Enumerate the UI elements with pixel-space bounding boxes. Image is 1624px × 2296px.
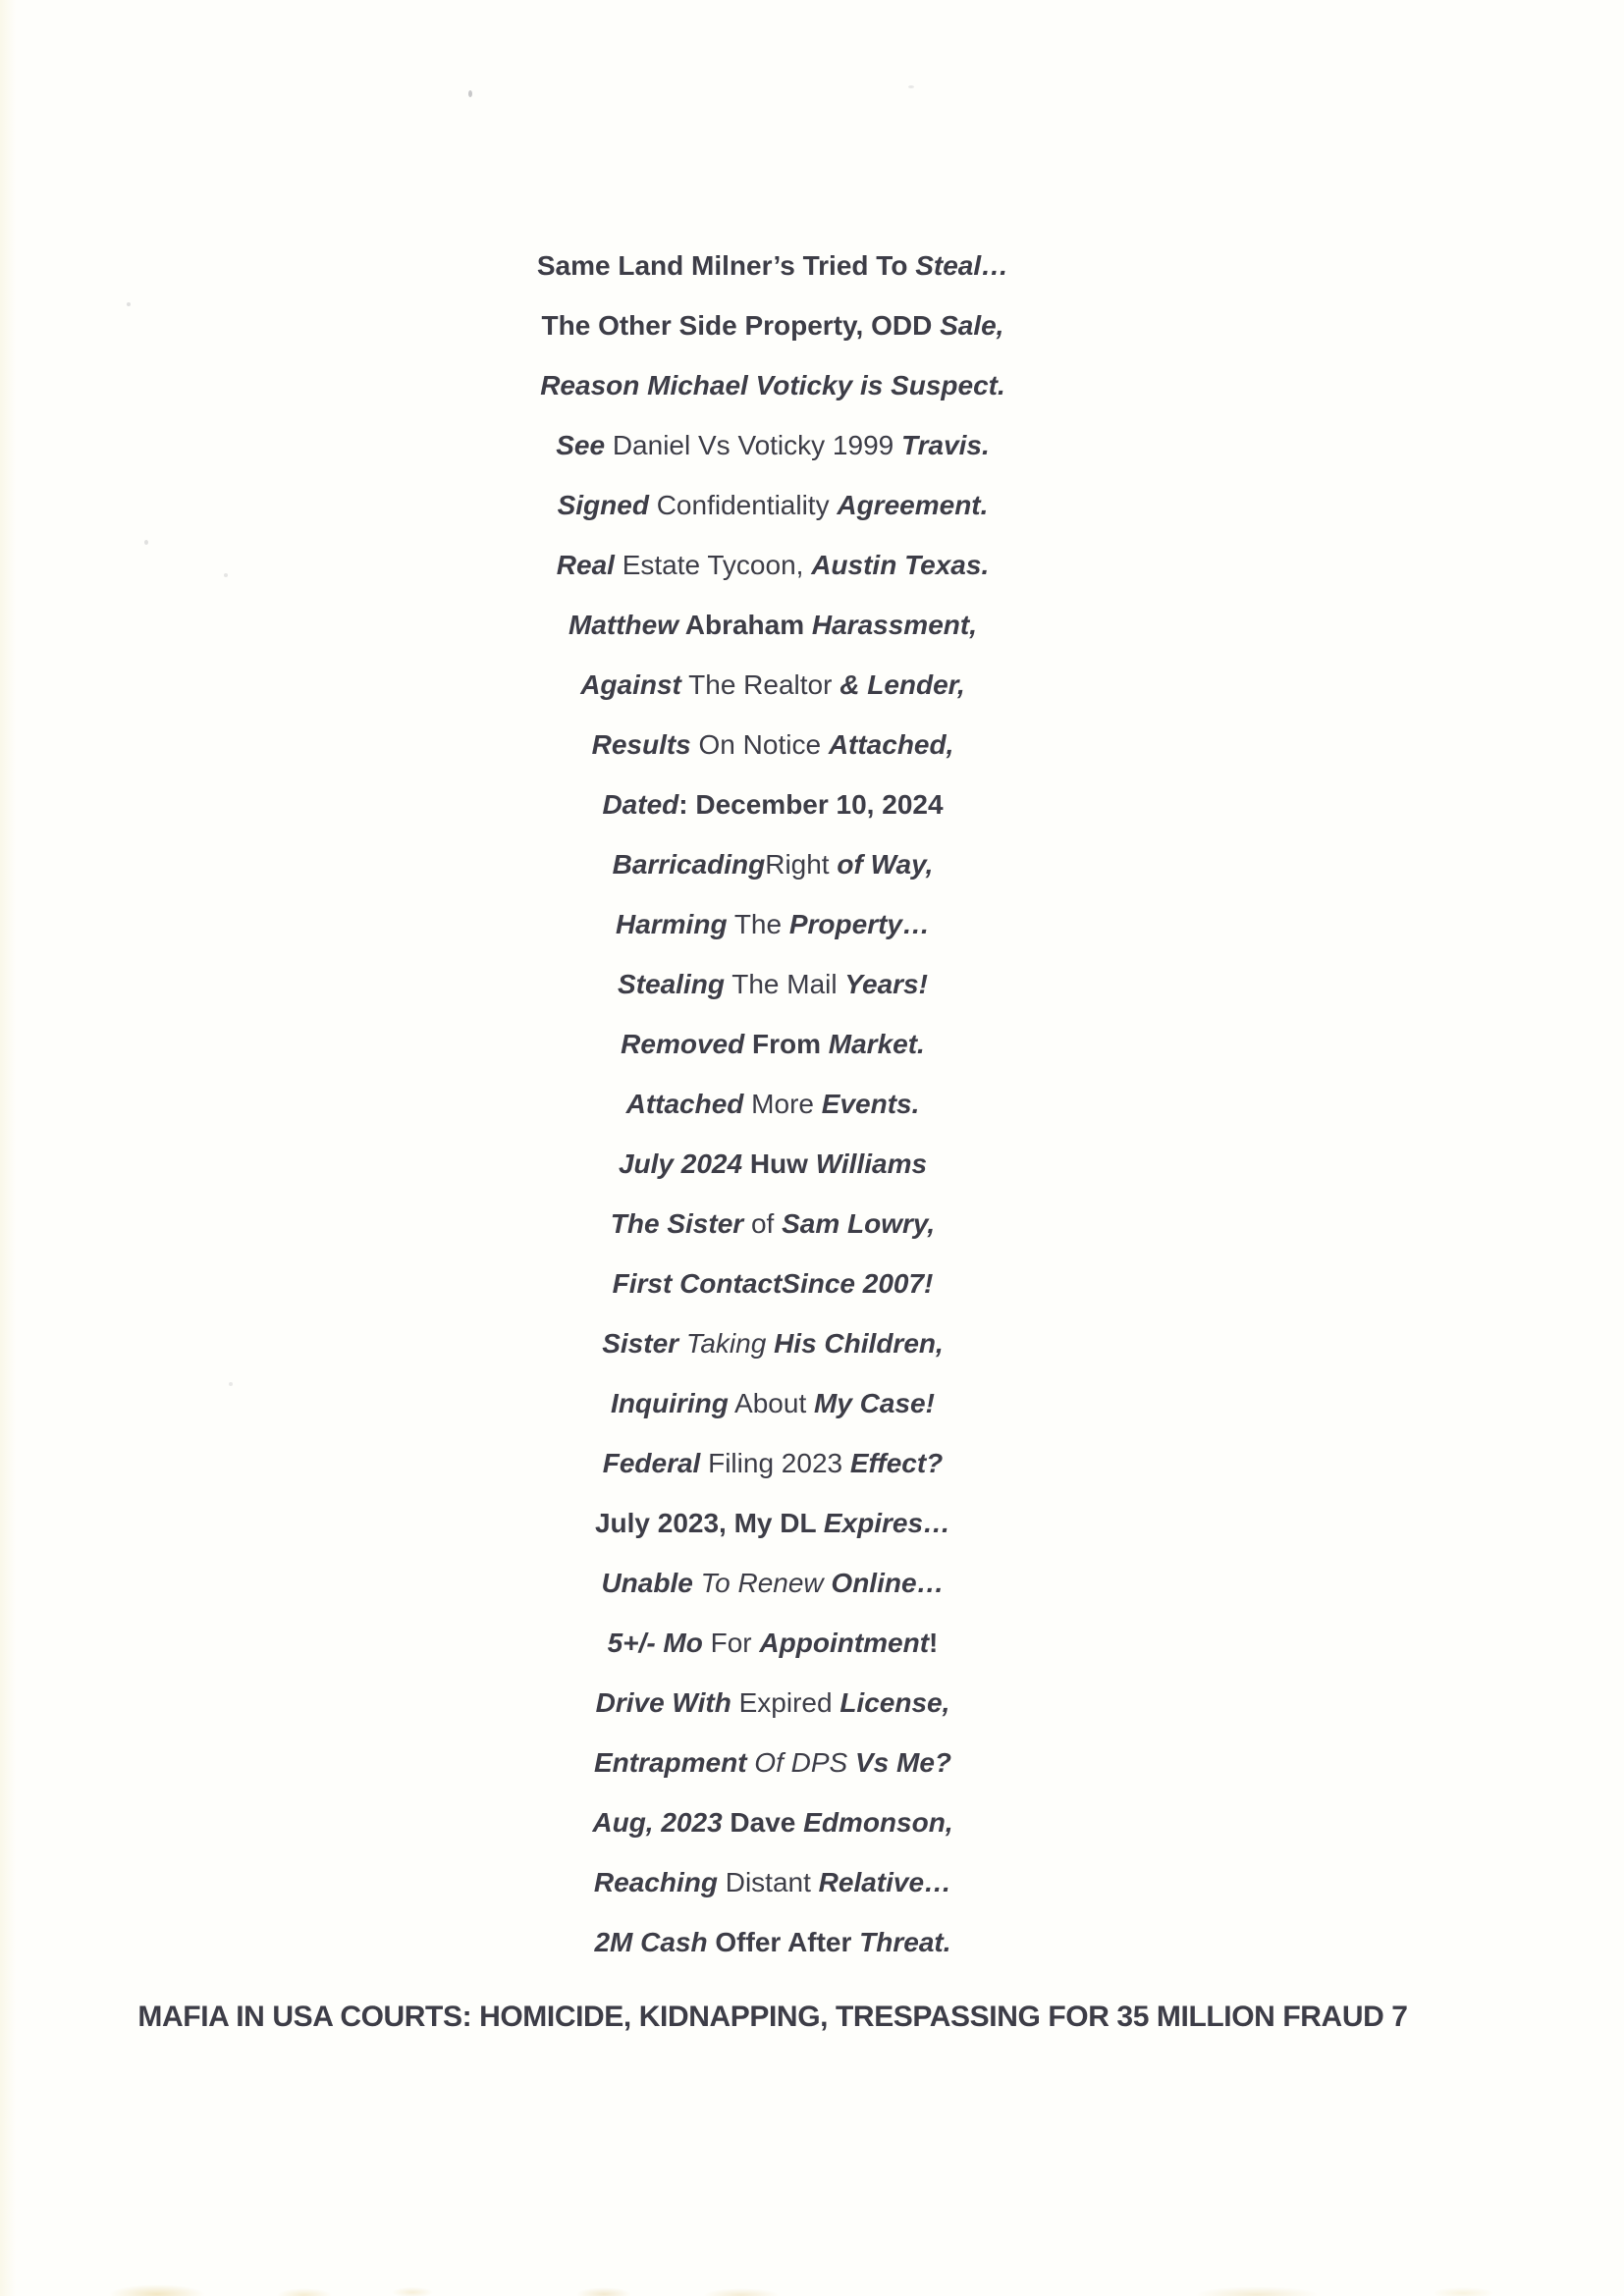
text-segment: Harming: [615, 909, 728, 939]
text-segment: Harassment,: [811, 610, 977, 640]
text-segment: Daniel Vs Voticky 1999: [605, 430, 901, 460]
text-segment: Dave: [722, 1807, 804, 1838]
text-line: [0, 1792, 1545, 1852]
text-segment: !: [929, 1628, 939, 1658]
text-segment: Results: [591, 729, 691, 760]
text-segment: His Children,: [774, 1328, 944, 1359]
text-segment: Years!: [844, 969, 928, 999]
text-line: [0, 1074, 1545, 1134]
text-segment: Distant: [717, 1867, 819, 1897]
text-line: [0, 1134, 1545, 1194]
text-segment: : December 10, 2024: [678, 789, 944, 820]
text-line: [0, 774, 1545, 834]
text-line: [0, 355, 1545, 415]
text-segment: For: [702, 1628, 760, 1658]
text-segment: Austin Texas.: [811, 550, 990, 580]
text-segment: See: [556, 430, 606, 460]
text-segment: Drive With: [595, 1687, 731, 1718]
text-line: [0, 1313, 1545, 1373]
text-line: [0, 1613, 1545, 1673]
text-segment: Abraham: [678, 610, 812, 640]
text-line: [0, 655, 1545, 715]
text-segment: Attached,: [828, 729, 954, 760]
text-segment: The Other Side Property, ODD: [541, 310, 941, 341]
text-segment: Property…: [788, 909, 931, 939]
text-segment: Barricading: [612, 849, 766, 880]
text-segment: Sam Lowry,: [782, 1208, 936, 1239]
text-segment: Edmonson,: [803, 1807, 953, 1838]
text-segment: Sale,: [940, 310, 1004, 341]
text-segment: Inquiring: [611, 1388, 729, 1418]
text-line: [0, 1673, 1545, 1733]
text-segment: Online…: [831, 1568, 945, 1598]
text-segment: Agreement.: [837, 490, 989, 520]
text-segment: Estate Tycoon,: [614, 550, 812, 580]
text-segment: License,: [839, 1687, 950, 1718]
text-segment: On Notice: [690, 729, 829, 760]
text-segment: The: [727, 909, 789, 939]
text-segment: Confidentiality: [648, 490, 838, 520]
document-footer: MAFIA IN USA COURTS: HOMICIDE, KIDNAPPING, TRESPASSING FOR 35 MILLION FRAUD 7: [137, 2001, 1408, 2033]
text-line: [0, 535, 1545, 595]
text-line: [0, 236, 1545, 295]
text-line: [0, 954, 1545, 1014]
text-segment: Taking: [678, 1328, 775, 1359]
text-segment: Reason Michael Voticky is Suspect.: [540, 370, 1005, 400]
text-segment: Williams: [815, 1148, 928, 1179]
text-segment: Events.: [821, 1089, 920, 1119]
text-segment: July 2023, My DL: [594, 1508, 824, 1538]
text-segment: Reaching: [593, 1867, 718, 1897]
text-segment: Dated: [602, 789, 679, 820]
scan-stain-bottom: [0, 2251, 1624, 2296]
text-segment: Stealing: [618, 969, 725, 999]
text-segment: Sister: [602, 1328, 679, 1359]
text-segment: Huw: [742, 1148, 816, 1179]
text-line: [0, 715, 1545, 774]
text-segment: Appointment: [759, 1628, 930, 1658]
text-line: [0, 1733, 1545, 1792]
text-line: [0, 415, 1545, 475]
text-line: [0, 295, 1545, 355]
text-segment: & Lender,: [839, 669, 965, 700]
text-segment: Aug, 2023: [592, 1807, 723, 1838]
text-line: [0, 1912, 1545, 1972]
scan-speck: [468, 90, 472, 97]
text-segment: Offer After: [707, 1927, 860, 1957]
scan-speck: [908, 85, 914, 88]
document-lines: [0, 236, 1545, 1972]
text-line: [0, 1493, 1545, 1553]
text-segment: Relative…: [818, 1867, 952, 1897]
text-segment: July 2024: [618, 1148, 743, 1179]
text-line: [0, 834, 1545, 894]
text-segment: 2M Cash: [594, 1927, 708, 1957]
text-line: [0, 1254, 1545, 1313]
text-segment: To Renew: [692, 1568, 832, 1598]
text-segment: Expires…: [823, 1508, 951, 1538]
text-segment: First ContactSince 2007!: [612, 1268, 934, 1299]
text-segment: Federal: [602, 1448, 701, 1478]
text-segment: The Mail: [724, 969, 845, 999]
text-segment: Against: [580, 669, 681, 700]
text-segment: Entrapment: [593, 1747, 747, 1778]
text-segment: The Realtor: [680, 669, 840, 700]
text-segment: Travis.: [901, 430, 990, 460]
text-segment: Filing 2023: [700, 1448, 850, 1478]
text-line: [0, 1014, 1545, 1074]
text-segment: Steal…: [915, 250, 1009, 281]
text-line: [0, 475, 1545, 535]
text-segment: Expired: [731, 1687, 840, 1718]
text-line: [0, 894, 1545, 954]
text-segment: Attached: [625, 1089, 744, 1119]
text-line: [0, 595, 1545, 655]
text-segment: Same Land Milner’s Tried To: [536, 250, 916, 281]
text-segment: Vs Me?: [855, 1747, 952, 1778]
text-segment: About: [728, 1388, 814, 1418]
text-segment: My Case!: [814, 1388, 935, 1418]
text-segment: Effect?: [849, 1448, 944, 1478]
text-segment: 5+/- Mo: [607, 1628, 703, 1658]
text-segment: Signed: [557, 490, 649, 520]
text-segment: Removed: [621, 1029, 745, 1059]
text-segment: of Way,: [837, 849, 934, 880]
text-segment: Real: [556, 550, 615, 580]
text-line: [0, 1553, 1545, 1613]
text-line: [0, 1433, 1545, 1493]
text-line: [0, 1852, 1545, 1912]
text-segment: From: [744, 1029, 829, 1059]
text-segment: Of DPS: [746, 1747, 855, 1778]
text-line: [0, 1194, 1545, 1254]
text-segment: Right: [765, 849, 838, 880]
text-segment: More: [743, 1089, 822, 1119]
text-segment: Threat.: [859, 1927, 951, 1957]
text-line: [0, 1373, 1545, 1433]
text-segment: Matthew: [568, 610, 678, 640]
text-segment: of: [743, 1208, 783, 1239]
text-segment: Market.: [828, 1029, 925, 1059]
text-segment: Unable: [601, 1568, 693, 1598]
text-segment: The Sister: [610, 1208, 744, 1239]
